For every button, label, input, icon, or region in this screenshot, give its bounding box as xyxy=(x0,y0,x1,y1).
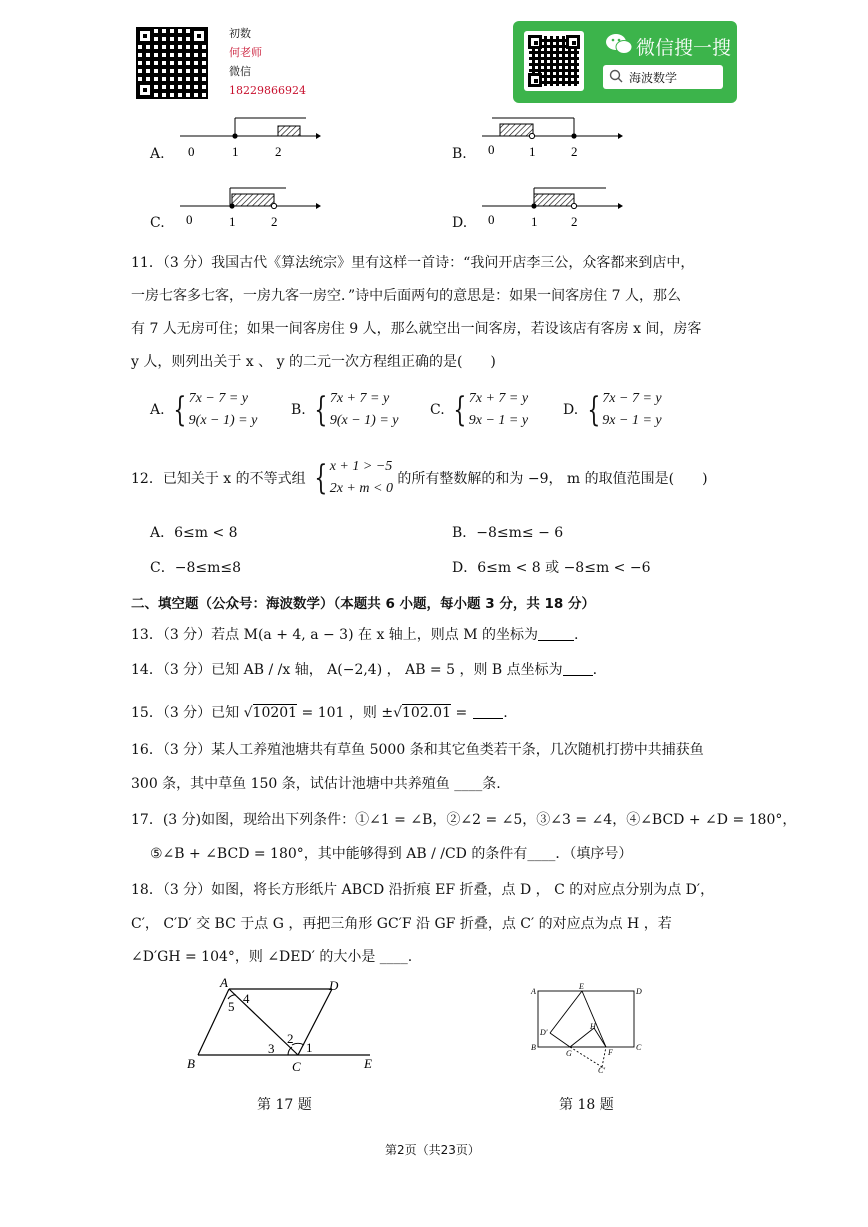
q11-option-c: C. { 7x + 7 = y 9x − 1 = y xyxy=(430,390,529,430)
q11-line-4: y 人，则列出关于 x 、 y 的二元一次方程组正确的是( ) xyxy=(131,354,496,370)
fig17-label-5: 5 xyxy=(228,999,235,1014)
q12-eq1: x + 1 > −5 xyxy=(329,459,393,474)
q11-a-eq2: 9(x − 1) = y xyxy=(188,413,258,428)
header-teacher: 何老师 xyxy=(229,46,262,59)
fig18-label-f: F xyxy=(608,1048,613,1057)
q10-option-a-number-line xyxy=(176,110,321,162)
q10-option-d-number-line xyxy=(478,180,623,232)
figure-17-caption: 第 17 题 xyxy=(257,1097,312,1113)
page-footer: 第2页（共23页） xyxy=(385,1143,480,1157)
q11-option-d-label: D. xyxy=(563,402,579,418)
svg-text:1: 1 xyxy=(529,144,536,159)
q11-option-d: D. { 7x − 7 = y 9x − 1 = y xyxy=(563,390,662,430)
header-contact xyxy=(229,24,306,100)
q13-text: 13．（3 分）若点 M(a + 4, a − 3) 在 x 轴上，则点 M 的坐标为 xyxy=(131,627,539,643)
q11-option-c-label: C. xyxy=(430,402,445,418)
q18-line-2: C′， C′D′ 交 BC 于点 G ，再把三角形 GC′F 沿 GF 折叠，点 C′ 的对应点为点 H ，若 xyxy=(131,916,672,932)
fig17-label-d: D xyxy=(329,978,339,993)
svg-text:2: 2 xyxy=(275,144,282,159)
search-box[interactable] xyxy=(603,65,723,89)
q12-stem: 12．已知关于 x 的不等式组 { x + 1 > −5 2x + m < 0 的所有整数解的和为 −9， m 的取值范围是( ) xyxy=(131,458,708,498)
q11-option-a: A. { 7x − 7 = y 9(x − 1) = y xyxy=(150,390,258,430)
figure-18-caption: 第 18 题 xyxy=(559,1097,614,1113)
fig18-label-g: G xyxy=(566,1049,572,1058)
q18-line-3: ∠D′GH = 104°，则 ∠DED′ 的大小是 ____. xyxy=(131,949,413,965)
q10-option-c-label: C. xyxy=(150,215,165,231)
fig17-label-e: E xyxy=(364,1056,372,1071)
q11-option-b-label: B. xyxy=(291,402,306,418)
q16-line-1: 16．（3 分）某人工养殖池塘共有草鱼 5000 条和其它鱼类若干条，几次随机打捞中共捕获鱼 xyxy=(131,742,704,758)
q15: 15．（3 分）已知 √10201 = 101 ，则 ±√102.01 = . xyxy=(131,705,508,721)
fig17-label-b: B xyxy=(187,1056,195,1071)
fig18-label-h: H xyxy=(590,1022,596,1031)
svg-text:0: 0 xyxy=(488,142,495,157)
search-icon xyxy=(609,69,623,87)
svg-text:1: 1 xyxy=(229,214,236,229)
q11-b-eq2: 9(x − 1) = y xyxy=(329,413,399,428)
q11-c-eq2: 9x − 1 = y xyxy=(468,413,529,428)
svg-text:2: 2 xyxy=(571,214,578,229)
q10-option-d-label: D. xyxy=(452,215,468,231)
q11-c-eq1: 7x + 7 = y xyxy=(468,391,529,406)
q11-line-2: 一房七客多七客，一房九客一房空．”诗中后面两句的意思是：如果一间客房住 7 人，那么 xyxy=(131,288,681,304)
svg-text:2: 2 xyxy=(571,144,578,159)
q12-option-a: A．6≤m < 8 xyxy=(150,525,238,541)
section-2-heading: 二、填空题（公众号：海波数学）（本题共 6 小题，每小题 3 分，共 18 分） xyxy=(131,596,596,612)
wechat-search-banner[interactable] xyxy=(513,21,737,103)
q11-d-eq1: 7x − 7 = y xyxy=(602,391,662,406)
q11-option-b: B. { 7x + 7 = y 9(x − 1) = y xyxy=(291,390,399,430)
q13: 13．（3 分）若点 M(a + 4, a − 3) 在 x 轴上，则点 M 的坐标为 . xyxy=(131,627,579,643)
q18-line-1: 18．（3 分）如图，将长方形纸片 ABCD 沿折痕 EF 折叠，点 D ， C 的对应点分别为点 D′， xyxy=(131,882,715,898)
q11-option-a-label: A. xyxy=(150,402,165,418)
fig18-label-c-prime: C′ xyxy=(598,1066,606,1073)
fig17-label-3: 3 xyxy=(268,1041,275,1056)
q16-line-2: 300 条，其中草鱼 150 条，试估计池塘中共养殖鱼 ____条. xyxy=(131,776,501,792)
figure-17 xyxy=(180,975,380,1075)
q11-a-eq1: 7x − 7 = y xyxy=(188,391,248,406)
svg-text:0: 0 xyxy=(488,212,495,227)
qr-code-right xyxy=(524,31,584,91)
fig18-label-d-prime: D′ xyxy=(540,1028,548,1037)
q10-option-b-label: B. xyxy=(452,146,467,162)
svg-text:0: 0 xyxy=(188,144,195,159)
fig17-label-a: A xyxy=(220,975,228,990)
wechat-icon xyxy=(605,33,633,59)
q11-line-3: 有 7 人无房可住；如果一间客房住 9 人，那么就空出一间客房，若设该店有客房 x 间，房客 xyxy=(131,321,702,337)
svg-text:2: 2 xyxy=(271,214,278,229)
q12-eq2: 2x + m < 0 xyxy=(329,481,393,496)
q12-option-c: C．−8≤m≤8 xyxy=(150,560,241,576)
svg-text:1: 1 xyxy=(531,214,538,229)
svg-text:1: 1 xyxy=(232,144,239,159)
search-title: 微信搜一搜 xyxy=(636,37,732,59)
q17-line-2: ⑤∠B + ∠BCD = 180°，其中能够得到 AB / /CD 的条件有____．（填序号） xyxy=(150,846,633,862)
fig18-label-d: D xyxy=(636,987,642,996)
q10-option-a-label: A. xyxy=(150,146,165,162)
q15-sqrt-1: 10201 xyxy=(252,705,298,721)
q12-option-b: B．−8≤m≤ − 6 xyxy=(452,525,564,541)
q12-suffix: 的所有整数解的和为 −9， m 的取值范围是( ) xyxy=(397,471,708,487)
header-wechat: 微信 xyxy=(229,65,251,78)
q15-text-b: = 101 ，则 ± xyxy=(297,705,394,721)
q11-d-eq2: 9x − 1 = y xyxy=(602,413,662,428)
q12-prefix: 12．已知关于 x 的不等式组 xyxy=(131,471,306,487)
q15-text-a: 15．（3 分）已知 xyxy=(131,705,244,721)
fig18-label-b: B xyxy=(531,1043,536,1052)
q10-option-c-number-line xyxy=(176,180,321,232)
fig18-label-e: E xyxy=(579,983,584,991)
qr-code-left xyxy=(136,27,208,99)
fig17-label-4: 4 xyxy=(243,991,250,1006)
q15-sqrt-2: 102.01 xyxy=(402,705,451,721)
fig18-label-a: A xyxy=(531,987,536,996)
figure-18 xyxy=(528,983,648,1073)
search-query: 海波数学 xyxy=(629,71,678,85)
q11-line-1: 11．（3 分）我国古代《算法统宗》里有这样一首诗：“我问开店李三公，众客都来到店中， xyxy=(131,255,695,271)
q10-option-b-number-line xyxy=(478,110,623,162)
q14: 14．（3 分）已知 AB / /x 轴， A(−2,4) ， AB = 5 ，则 B 点坐标为 . xyxy=(131,662,598,678)
svg-text:0: 0 xyxy=(186,212,193,227)
header-label: 初数 xyxy=(229,27,251,40)
q14-text: 14．（3 分）已知 AB / /x 轴， A(−2,4) ， AB = 5 ，则 B 点坐标为 xyxy=(131,662,563,678)
q17-line-1: 17．(3 分)如图，现给出下列条件：①∠1 = ∠B，②∠2 = ∠5，③∠3 = ∠4，④∠BCD + ∠D = 180°， xyxy=(131,812,797,828)
fig18-label-c: C xyxy=(636,1043,642,1052)
q15-text-c: = xyxy=(451,705,468,721)
q11-b-eq1: 7x + 7 = y xyxy=(329,391,390,406)
fig17-label-1: 1 xyxy=(306,1040,313,1055)
fig17-label-c: C xyxy=(292,1059,301,1074)
fig17-label-2: 2 xyxy=(287,1031,294,1046)
q12-option-d: D．6≤m < 8 或 −8≤m < −6 xyxy=(452,560,651,576)
header-phone: 18229866924 xyxy=(229,84,306,97)
